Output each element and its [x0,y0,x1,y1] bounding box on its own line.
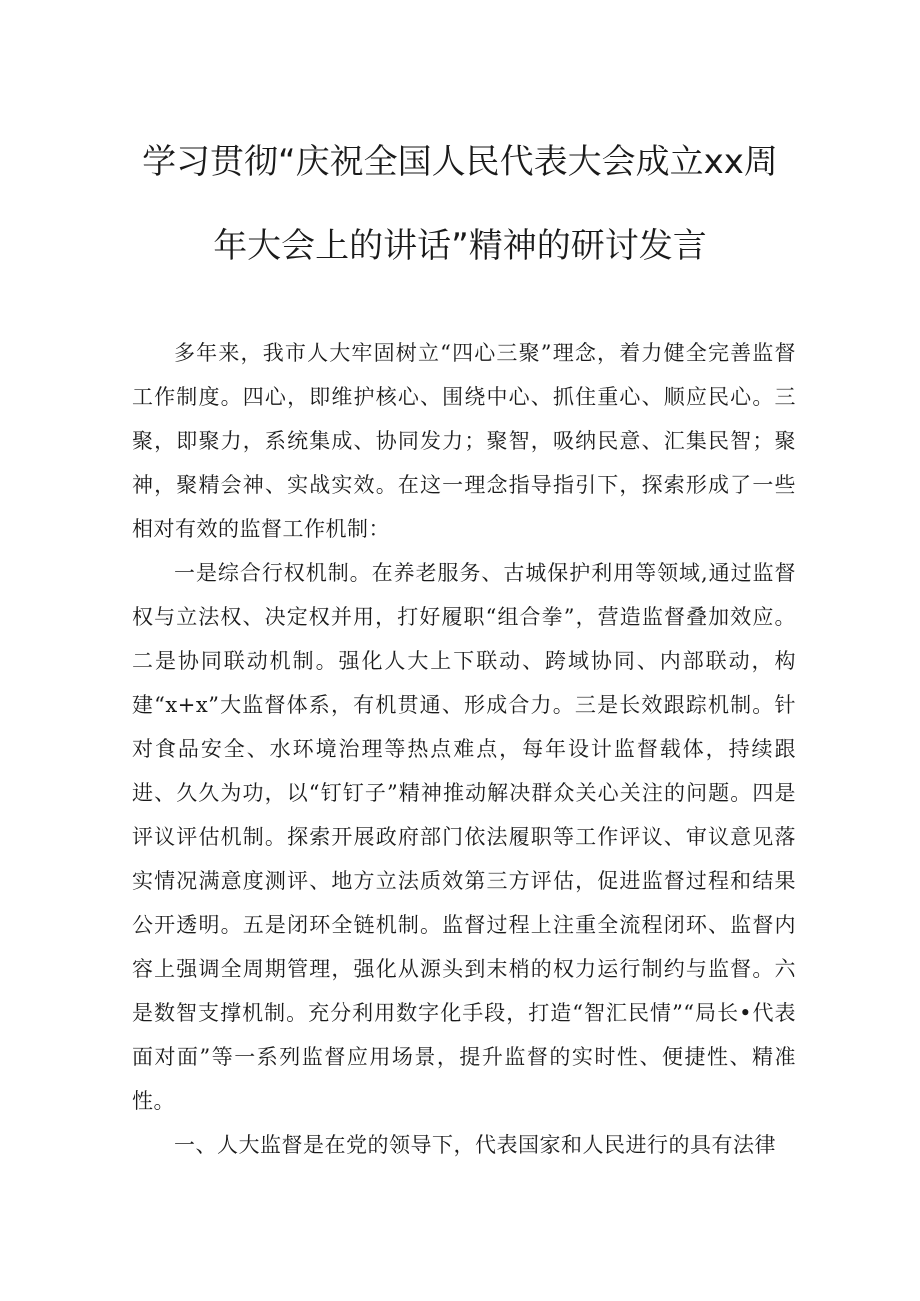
body-paragraph-mechanisms: 一是综合行权机制。在养老服务、古城保护利用等领域,通过监督权与立法权、决定权并用，打好履职“组合拳”，营造监督叠加效应。二是协同联动机制。强化人大上下联动、跨域协同、内部联动，构建“x+x”大监督体系，有机贯通、形成合力。三是长效跟踪机制。针对食品安全、水环境治理等热点难点，每年设计监督载体，持续跟进、久久为功，以“钉钉子”精神推动解决群众关心关注的问题。四是评议评估机制。探索开展政府部门依法履职等工作评议、审议意见落实情况满意度测评、地方立法质效第三方评估，促进监督过程和结果公开透明。五是闭环全链机制。监督过程上注重全流程闭环、监督内容上强调全周期管理，强化从源头到末梢的权力运行制约与监督。六是数智支撑机制。充分利用数字化手段，打造“智汇民情”“局长•代表面对面”等一系列监督应用场景，提升监督的实时性、便捷性、精准性。 [132,561,796,1113]
body-paragraph-intro: 多年来，我市人大牢固树立“四心三聚”理念，着力健全完善监督工作制度。四心，即维护核心、围绕中心、抓住重心、顺应民心。三聚，即聚力，系统集成、协同发力；聚智，吸纳民意、汇集民智；聚神，聚精会神、实战实效。在这一理念指导指引下，探索形成了一些相对有效的监督工作机制： [132,341,796,541]
body-paragraph-section-one: 一、人大监督是在党的领导下，代表国家和人民进行的具有法律 [174,1133,776,1157]
document-title-line-1: 学习贯彻“庆祝全国人民代表大会成立xx周 [142,142,778,182]
document-body [132,331,796,1167]
document-title-line-2: 年大会上的讲话”精神的研讨发言 [213,226,707,266]
